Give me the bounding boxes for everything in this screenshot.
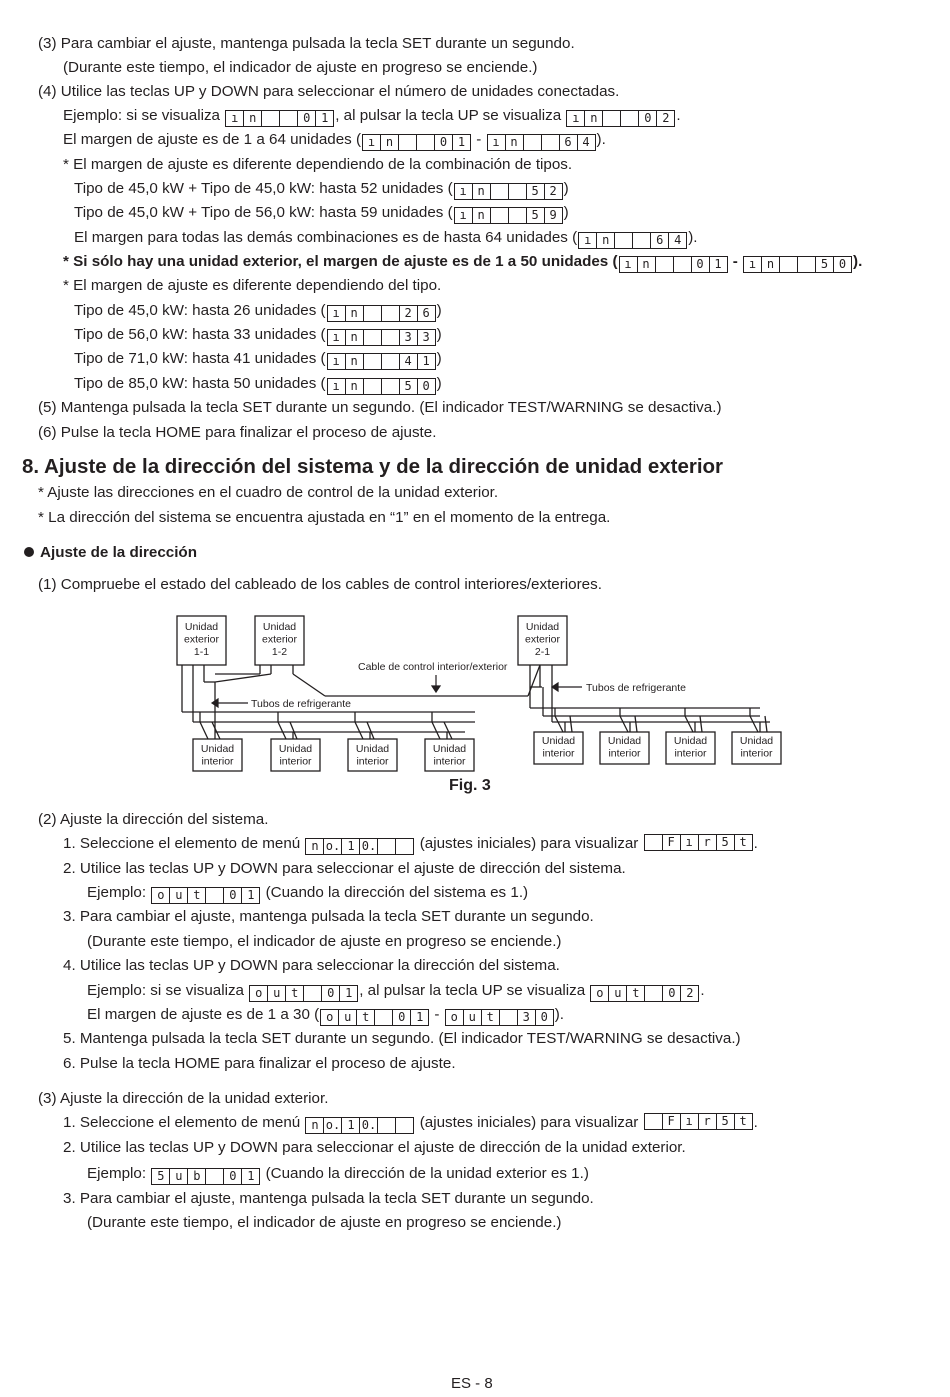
- lcd-cell: o.: [324, 1118, 342, 1133]
- lcd-cell: 3: [400, 330, 418, 345]
- lcd-cell: 1: [416, 1010, 424, 1024]
- lcd-cell: t: [188, 888, 206, 903]
- lcd-display: [305, 1117, 414, 1134]
- lcd-cell: [509, 208, 527, 223]
- cable-label: Cable de control interior/exterior: [358, 661, 508, 673]
- lcd-cell: 5: [717, 835, 735, 850]
- sub-step-2-5: 5. Mantenga pulsada la tecla SET durante un segundo. (El indicador TEST/WARNING se desactiva.): [63, 1030, 741, 1047]
- type-line-3: Tipo de 71,0 kW: hasta 41 unidades ( ı n 4 1 ): [74, 350, 442, 368]
- section-heading: 8. Ajuste de la dirección del sistema y de la dirección de unidad exterior: [22, 455, 724, 478]
- lcd-cell: ı: [363, 135, 381, 150]
- lcd-cell: 5: [717, 1114, 735, 1129]
- lcd-cell: [206, 1169, 224, 1184]
- svg-text:Unidadinterior: Unidad interior: [673, 735, 708, 760]
- lcd-cell: [603, 111, 621, 126]
- lcd-cell: 0: [692, 257, 710, 272]
- sub-step-2-4-example: Ejemplo: si se visualiza o u t 0 1 , al pulsar la tecla UP se visualiza o u t 0 2 .: [87, 982, 705, 1000]
- step-3-note: (Durante este tiempo, el indicador de ajuste en progreso se enciende.): [63, 59, 538, 76]
- lcd-cell: [417, 135, 435, 150]
- lcd-display: [566, 110, 675, 127]
- lcd-cell: ı: [226, 111, 244, 126]
- lcd-cell: 4: [582, 135, 590, 149]
- lcd-cell: ı: [681, 835, 699, 850]
- lcd-cell: 0.: [360, 1118, 378, 1133]
- lcd-cell: ı: [455, 208, 473, 223]
- lcd-cell: n: [346, 306, 364, 321]
- lcd-cell: ı: [567, 111, 585, 126]
- pipe-label: Tubos de refrigerante: [251, 698, 352, 710]
- sub-step-3-3: 3. Para cambiar el ajuste, mantenga pulsada la tecla SET durante un segundo.: [63, 1190, 594, 1207]
- lcd-cell: t: [627, 986, 645, 1001]
- lcd-cell: [500, 1010, 518, 1025]
- lcd-cell: ı: [328, 379, 346, 394]
- lcd-cell: 1: [457, 135, 466, 149]
- lcd-cell: [378, 1118, 396, 1133]
- lcd-display: [151, 1168, 260, 1185]
- lcd-cell: 1: [247, 888, 255, 902]
- lcd-cell: 1: [342, 839, 360, 854]
- lcd-cell: 1: [321, 111, 329, 125]
- lcd-cell: 5: [527, 184, 545, 199]
- lcd-cell: [780, 257, 798, 272]
- sub-step-3-1: 1. Seleccione el elemento de menú n o. 1 0. (ajustes iniciales) para visualizar F ı r 5 t .: [63, 1114, 758, 1132]
- lcd-cell: o: [250, 986, 268, 1001]
- lcd-cell: n: [506, 135, 524, 150]
- sub-step-2-example: Ejemplo: o u t 0 1 (Cuando la dirección del sistema es 1.): [87, 884, 529, 902]
- lcd-cell: [382, 330, 400, 345]
- lcd-cell: 6: [560, 135, 578, 150]
- lcd-cell: t: [739, 1114, 747, 1128]
- combo-line-3: El margen para todas las demás combinaciones es de hasta 64 unidades ( ı n 6 4 ).: [74, 229, 698, 247]
- lcd-cell: b: [188, 1169, 206, 1184]
- sub-step-2-4-range: El margen de ajuste es de 1 a 30 ( o u t 0 1 - o u t 3 0 ).: [87, 1006, 564, 1024]
- lcd-cell: ı: [328, 330, 346, 345]
- lcd-cell: n: [585, 111, 603, 126]
- lcd-cell: [364, 354, 382, 369]
- lcd-display: [644, 1113, 753, 1130]
- single-unit-note: * Si sólo hay una unidad exterior, el margen de ajuste es de 1 a 50 unidades ( ı n 0 1 - ı n 5 0 ).: [63, 253, 863, 271]
- lcd-cell: [396, 839, 413, 854]
- lcd-cell: n: [346, 354, 364, 369]
- lcd-display: [743, 256, 852, 273]
- lcd-cell: [280, 111, 298, 126]
- sub-step-2-3: 3. Para cambiar el ajuste, mantenga pulsada la tecla SET durante un segundo.: [63, 908, 594, 925]
- lcd-cell: 0: [435, 135, 453, 150]
- lcd-cell: 3: [518, 1010, 536, 1025]
- lcd-cell: 9: [549, 208, 557, 222]
- lcd-cell: 5: [816, 257, 834, 272]
- lcd-cell: ı: [328, 354, 346, 369]
- sub-step-2-4: 4. Utilice las teclas UP y DOWN para seleccionar la dirección del sistema.: [63, 957, 560, 974]
- lcd-cell: n: [306, 839, 324, 854]
- svg-text:Unidadinterior: Unidad interior: [355, 743, 390, 768]
- lcd-cell: o.: [324, 839, 342, 854]
- lcd-display: [305, 838, 414, 855]
- note-combination: * El margen de ajuste es diferente dependiendo de la combinación de tipos.: [63, 156, 573, 173]
- lcd-display: [487, 134, 596, 151]
- lcd-cell: 1: [342, 1118, 360, 1133]
- lcd-cell: [262, 111, 280, 126]
- lcd-display: [445, 1009, 554, 1026]
- svg-text:Unidadinterior: Unidad interior: [278, 743, 313, 768]
- lcd-cell: [633, 233, 651, 248]
- bullet-icon: [24, 547, 34, 557]
- lcd-cell: 4: [400, 354, 418, 369]
- outdoor-unit-label: Unidad exterior 2-1: [524, 621, 561, 658]
- lcd-cell: 6: [651, 233, 669, 248]
- lcd-cell: [399, 135, 417, 150]
- step-5-text: (5) Mantenga pulsada la tecla SET durante un segundo. (El indicador TEST/WARNING se desactiva.): [38, 399, 722, 416]
- lcd-cell: 2: [549, 184, 557, 198]
- lcd-cell: [364, 379, 382, 394]
- lcd-cell: [378, 839, 396, 854]
- sub-step-2-1: 1. Seleccione el elemento de menú n o. 1 0. (ajustes iniciales) para visualizar F ı r 5 t .: [63, 835, 758, 853]
- lcd-cell: 0: [540, 1010, 548, 1024]
- lcd-cell: 0: [663, 986, 681, 1001]
- lcd-cell: 0.: [360, 839, 378, 854]
- lcd-cell: [674, 257, 692, 272]
- indoor-labels: [201, 735, 773, 768]
- lcd-cell: 0: [422, 379, 430, 393]
- lcd-cell: o: [321, 1010, 339, 1025]
- lcd-cell: [645, 835, 663, 850]
- lcd-cell: u: [170, 1169, 188, 1184]
- lcd-cell: 5: [152, 1169, 170, 1184]
- pipe-label: Tubos de refrigerante: [586, 682, 687, 694]
- sub-step-2-3-note: (Durante este tiempo, el indicador de ajuste en progreso se enciende.): [87, 933, 562, 950]
- lcd-display: [225, 110, 334, 127]
- lcd-cell: [491, 208, 509, 223]
- lcd-display: [454, 207, 563, 224]
- lcd-cell: r: [699, 1114, 717, 1129]
- lcd-cell: o: [152, 888, 170, 903]
- lcd-cell: 2: [662, 111, 670, 125]
- lcd-display: [249, 985, 358, 1002]
- outdoor-unit-label: Unidad exterior 1-2: [261, 621, 298, 658]
- subheading: Ajuste de la dirección: [24, 543, 197, 563]
- lcd-display: [454, 183, 563, 200]
- lcd-cell: n: [346, 379, 364, 394]
- lcd-cell: [509, 184, 527, 199]
- lcd-display: [151, 887, 260, 904]
- sub-step-3-example: Ejemplo: 5 u b 0 1 (Cuando la dirección de la unidad exterior es 1.): [87, 1165, 589, 1183]
- lcd-cell: o: [591, 986, 609, 1001]
- lcd-cell: 0: [298, 111, 316, 126]
- lcd-cell: 2: [400, 306, 418, 321]
- lcd-cell: [382, 354, 400, 369]
- lcd-cell: 0: [838, 257, 847, 271]
- lcd-display: [327, 329, 436, 346]
- lcd-cell: u: [170, 888, 188, 903]
- lcd-cell: [304, 986, 322, 1001]
- lcd-display: [327, 353, 436, 370]
- lcd-cell: 2: [686, 986, 694, 1000]
- lcd-cell: [364, 330, 382, 345]
- lcd-display: [619, 256, 728, 273]
- lcd-cell: ı: [579, 233, 597, 248]
- lcd-display: [362, 134, 471, 151]
- lcd-cell: u: [609, 986, 627, 1001]
- lcd-cell: [491, 184, 509, 199]
- svg-text:Unidadinterior: Unidad interior: [739, 735, 774, 760]
- lcd-cell: 6: [422, 306, 430, 320]
- type-line-4: Tipo de 85,0 kW: hasta 50 unidades ( ı n 5 0 ): [74, 375, 442, 393]
- lcd-cell: 1: [422, 354, 430, 368]
- note-1: * Ajuste las direcciones en el cuadro de control de la unidad exterior.: [38, 484, 499, 501]
- lcd-cell: ı: [620, 257, 638, 272]
- lcd-display: [327, 378, 436, 395]
- lcd-display: [578, 232, 687, 249]
- lcd-cell: ı: [488, 135, 506, 150]
- lcd-cell: u: [268, 986, 286, 1001]
- outdoor-unit-label: Unidad exterior 1-1: [183, 621, 220, 658]
- lcd-cell: [798, 257, 816, 272]
- range-line: El margen de ajuste es de 1 a 64 unidades ( ı n 0 1 - ı n 6 4 ).: [63, 131, 606, 149]
- lcd-cell: 5: [400, 379, 418, 394]
- lcd-cell: [206, 888, 224, 903]
- lcd-cell: u: [339, 1010, 357, 1025]
- step-6-text: (6) Pulse la tecla HOME para finalizar el proceso de ajuste.: [38, 424, 437, 441]
- lcd-display: [327, 305, 436, 322]
- lcd-cell: ı: [681, 1114, 699, 1129]
- lcd-cell: [375, 1010, 393, 1025]
- lcd-cell: [656, 257, 674, 272]
- step-3-text: (3) Para cambiar el ajuste, mantenga pulsada la tecla SET durante un segundo.: [38, 35, 575, 52]
- sub-step-3-3-note: (Durante este tiempo, el indicador de ajuste en progreso se enciende.): [87, 1214, 562, 1231]
- lcd-cell: 0: [322, 986, 340, 1001]
- lcd-cell: [615, 233, 633, 248]
- example-line: Ejemplo: si se visualiza ı n 0 1 , al pulsar la tecla UP se visualiza ı n 0 2 .: [63, 107, 681, 125]
- lcd-cell: ı: [744, 257, 762, 272]
- lcd-display: [644, 834, 753, 851]
- svg-text:Unidadinterior: Unidad interior: [200, 743, 235, 768]
- lcd-cell: 0: [224, 888, 242, 903]
- figure-caption: Fig. 3: [449, 777, 491, 794]
- lcd-cell: t: [482, 1010, 500, 1025]
- lcd-cell: [542, 135, 560, 150]
- sub-step-1: (1) Compruebe el estado del cableado de los cables de control interiores/exteriores.: [38, 576, 602, 593]
- lcd-cell: 3: [422, 330, 430, 344]
- type-line-1: Tipo de 45,0 kW: hasta 26 unidades ( ı n 2 6 ): [74, 302, 442, 320]
- lcd-cell: 0: [224, 1169, 242, 1184]
- lcd-cell: n: [597, 233, 615, 248]
- lcd-display: [320, 1009, 429, 1026]
- lcd-cell: F: [663, 1114, 681, 1129]
- lcd-cell: 1: [714, 257, 722, 271]
- lcd-cell: 1: [247, 1169, 255, 1183]
- lcd-cell: [382, 306, 400, 321]
- lcd-cell: [645, 986, 663, 1001]
- lcd-cell: n: [244, 111, 262, 126]
- lcd-display: [590, 985, 699, 1002]
- step-4-text: (4) Utilice las teclas UP y DOWN para seleccionar el número de unidades conectadas.: [38, 83, 620, 100]
- sub-step-2-6: 6. Pulse la tecla HOME para finalizar el proceso de ajuste.: [63, 1055, 456, 1072]
- note-2: * La dirección del sistema se encuentra ajustada en “1” en el momento de la entrega.: [38, 509, 611, 526]
- sub-step-2: (2) Ajuste la dirección del sistema.: [38, 811, 269, 828]
- lcd-cell: [645, 1114, 663, 1129]
- lcd-cell: 4: [674, 233, 682, 247]
- lcd-cell: n: [381, 135, 399, 150]
- lcd-cell: n: [306, 1118, 324, 1133]
- combo-line-1: Tipo de 45,0 kW + Tipo de 45,0 kW: hasta 52 unidades ( ı n 5 2 ): [74, 180, 569, 198]
- lcd-cell: n: [473, 184, 491, 199]
- lcd-cell: t: [357, 1010, 375, 1025]
- type-line-2: Tipo de 56,0 kW: hasta 33 unidades ( ı n 3 3 ): [74, 326, 442, 344]
- lcd-cell: [396, 1118, 413, 1133]
- lcd-cell: n: [473, 208, 491, 223]
- sub-step-3-2: 2. Utilice las teclas UP y DOWN para seleccionar el ajuste de dirección de la unidad exterior.: [63, 1139, 686, 1156]
- lcd-cell: t: [286, 986, 304, 1001]
- lcd-cell: o: [446, 1010, 464, 1025]
- lcd-cell: 0: [639, 111, 657, 126]
- lcd-cell: F: [663, 835, 681, 850]
- page-number: ES - 8: [451, 1375, 493, 1392]
- svg-text:Unidadinterior: Unidad interior: [432, 743, 467, 768]
- lcd-cell: 1: [345, 986, 353, 1000]
- lcd-cell: t: [739, 835, 747, 849]
- wiring-diagram: [160, 612, 790, 777]
- sub-step-2-2: 2. Utilice las teclas UP y DOWN para seleccionar el ajuste de dirección del sistema.: [63, 860, 626, 877]
- combo-line-2: Tipo de 45,0 kW + Tipo de 56,0 kW: hasta 59 unidades ( ı n 5 9 ): [74, 204, 569, 222]
- lcd-cell: [524, 135, 542, 150]
- sub-step-3: (3) Ajuste la dirección de la unidad exterior.: [38, 1090, 329, 1107]
- svg-text:Unidadinterior: Unidad interior: [541, 735, 576, 760]
- lcd-cell: 0: [393, 1010, 411, 1025]
- lcd-cell: r: [699, 835, 717, 850]
- lcd-cell: 5: [527, 208, 545, 223]
- lcd-cell: [621, 111, 639, 126]
- lcd-cell: ı: [455, 184, 473, 199]
- svg-text:Unidadinterior: Unidad interior: [607, 735, 642, 760]
- lcd-cell: [382, 379, 400, 394]
- lcd-cell: n: [762, 257, 780, 272]
- note-type: * El margen de ajuste es diferente dependiendo del tipo.: [63, 277, 442, 294]
- lcd-cell: u: [464, 1010, 482, 1025]
- lcd-cell: n: [638, 257, 656, 272]
- lcd-cell: [364, 306, 382, 321]
- lcd-cell: ı: [328, 306, 346, 321]
- lcd-cell: n: [346, 330, 364, 345]
